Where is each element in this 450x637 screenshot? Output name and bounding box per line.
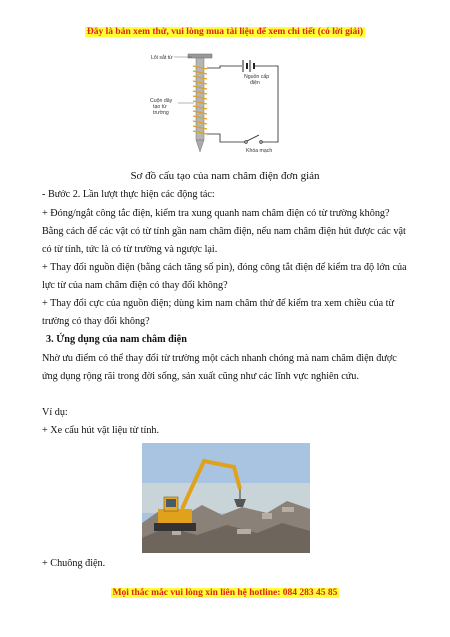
label-iron-core: Lõi sắt từ: [151, 55, 173, 61]
label-coil-3: trường: [153, 110, 169, 116]
label-power-source-2: điện: [250, 80, 260, 86]
electromagnet-diagram: [150, 46, 300, 164]
battery-icon: [243, 60, 254, 72]
application-paragraph: Nhờ ưu điểm có thể thay đổi từ trường một cách nhanh chóng mà nam châm điện được ứng dụng rộng rãi trong đời sống, sản xuất cũng như các lĩnh vực nghiên cứu.: [42, 353, 397, 382]
label-coil-2: tạo từ: [153, 104, 167, 110]
bullet-2: + Thay đổi nguồn điện (bằng cách tăng số pin), đóng công tắt điện để kiểm tra độ lớn của lực từ của nam châm điện có thay đổi không?: [42, 262, 407, 291]
crane-photo: [142, 443, 310, 553]
label-switch: Khóa mạch: [246, 148, 273, 154]
label-pointers: [174, 57, 194, 103]
bullet-3: + Thay đổi cực của nguồn điện; dùng kim nam châm thử để kiểm tra xem chiều của từ trường có thay đổi không?: [42, 298, 394, 327]
nail-head: [188, 54, 212, 58]
switch-icon: [245, 135, 263, 143]
step2-text: - Bước 2. Lần lượt thực hiện các động tác:: [42, 189, 215, 200]
hotline-banner-text: Mọi thắc mắc vui lòng xin liên hệ hotline: 084 283 45 85: [112, 588, 338, 598]
example-label: Ví dụ:: [42, 407, 68, 418]
label-power-source: Nguồn cấp: [244, 74, 270, 80]
bullet-1: + Đóng/ngắt công tắc điện, kiểm tra xung quanh nam châm điện có từ trường không? Bằng cách để các vật có từ tính gần nam châm điện, nếu nam châm điện hút được các vật có từ tính, tức là có từ trường và ngược lại.: [42, 208, 406, 255]
preview-banner-text: Đây là bản xem thử, vui lòng mua tài liệu để xem chi tiết (có lời giải): [86, 27, 364, 37]
section-heading: 3. Ứng dụng của nam châm điện: [46, 334, 187, 345]
nail-tip: [196, 140, 204, 152]
preview-banner: [0, 27, 450, 37]
hotline-banner: [0, 588, 450, 598]
label-coil: Cuộn dây: [150, 98, 173, 104]
example-2: + Chuông điện.: [42, 558, 106, 569]
example-1: + Xe cẩu hút vật liệu từ tính.: [42, 425, 160, 436]
diagram-caption: Sơ đồ cấu tạo của nam châm điện đơn giản: [130, 170, 320, 182]
